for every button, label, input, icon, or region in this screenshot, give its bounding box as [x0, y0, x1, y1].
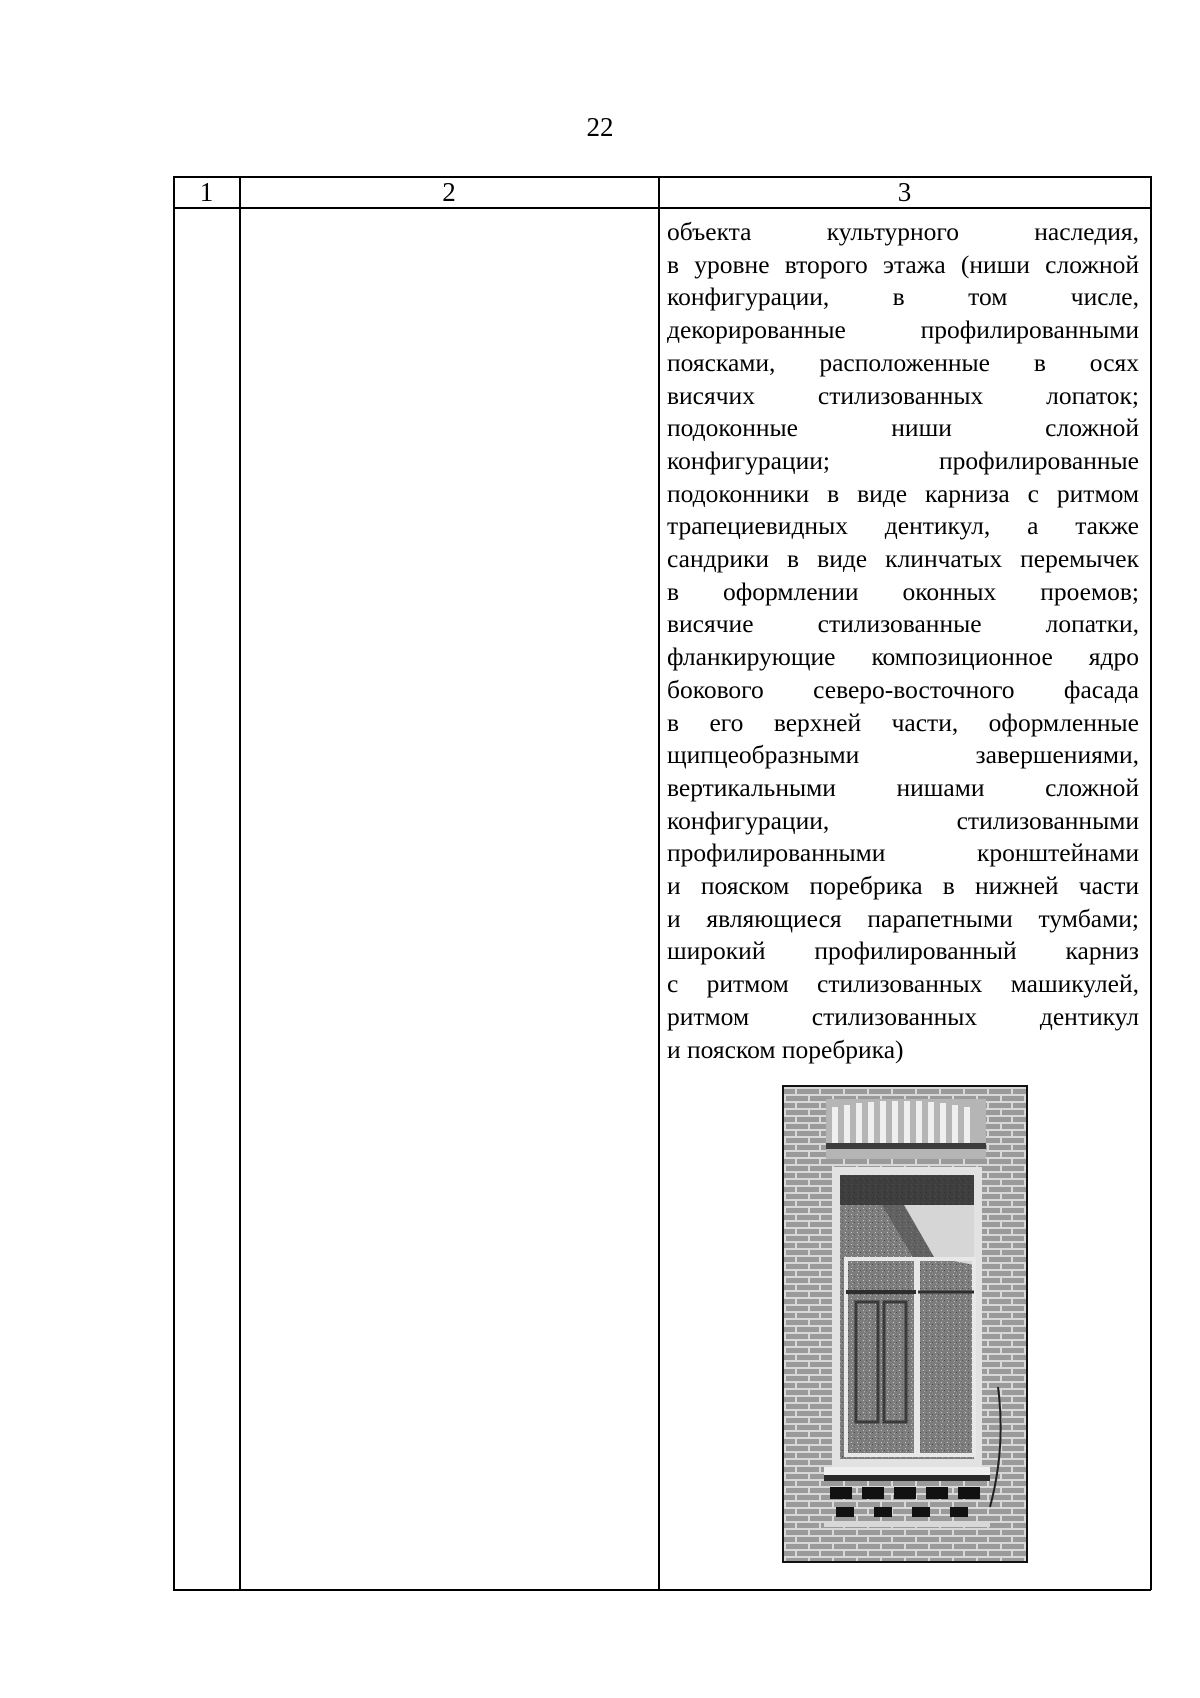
text-line: ритмом стилизованных дентикул: [667, 1001, 1139, 1031]
text-line: трапециевидных дентикул, а также: [667, 511, 1139, 541]
text-line: поясками, расположенные в осях: [667, 347, 1139, 377]
table-border-bottom: [173, 1589, 1151, 1591]
text-line: и пояском поребрика): [667, 1034, 904, 1064]
text-line: в его верхней части, оформленные: [667, 707, 1139, 737]
text-line: подоконники в виде карниза с ритмом: [667, 478, 1139, 508]
window-photo: [782, 1085, 1028, 1563]
text-line: вертикальными нишами сложной: [667, 772, 1139, 802]
text-line: объекта культурного наследия,: [667, 217, 1139, 246]
text-line: и пояском поребрика в нижней части: [667, 871, 1139, 901]
table-border-left: [173, 176, 175, 1590]
text-line: фланкирующие композиционное ядро: [667, 642, 1139, 672]
column-header-2: 2: [442, 177, 456, 207]
text-line: с ритмом стилизованных машикулей,: [667, 969, 1139, 999]
table-cell-description: [667, 216, 1139, 1066]
text-line: широкий профилированный карниз: [667, 936, 1139, 966]
text-line: профилированными кронштейнами: [667, 838, 1139, 868]
text-line: и являющиеся парапетными тумбами;: [667, 903, 1139, 933]
text-line: конфигурации, стилизованными: [667, 805, 1139, 835]
text-line: висячих стилизованных лопаток;: [667, 380, 1139, 410]
text-line: конфигурации, в том числе,: [667, 282, 1139, 312]
text-line: подоконные ниши сложной: [667, 413, 1139, 443]
text-line: бокового северо-восточного фасада: [667, 674, 1139, 704]
table-col-divider-2: [658, 176, 660, 1590]
column-header-3: 3: [897, 177, 912, 207]
text-line: сандрики в виде клинчатых перемычек: [667, 544, 1139, 574]
table-col-divider-1: [239, 176, 241, 1590]
table-border-right: [1150, 176, 1152, 1590]
text-line: в оформлении оконных проемов;: [667, 576, 1139, 606]
column-header-1: 1: [199, 177, 214, 207]
text-line: в уровне второго этажа (ниши сложной: [667, 249, 1139, 279]
page-number: 22: [586, 112, 614, 142]
text-line: декорированные профилированными: [667, 315, 1139, 345]
text-line: висячие стилизованные лопатки,: [667, 609, 1139, 639]
text-line: конфигурации; профилированные: [667, 445, 1139, 475]
text-line: щипцеобразными завершениями,: [667, 740, 1139, 770]
table-header-divider: [173, 207, 1151, 209]
